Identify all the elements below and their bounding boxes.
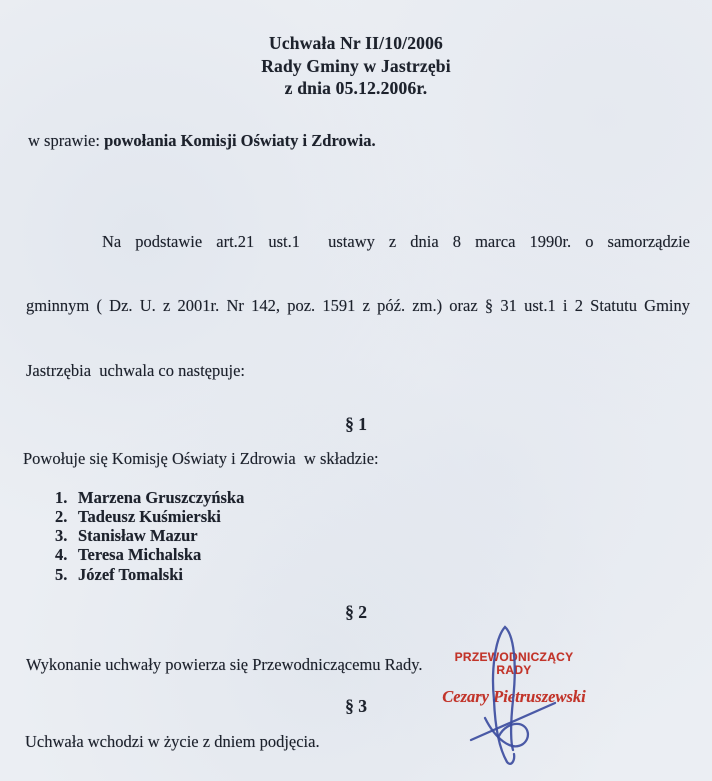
member-number: 2. [55,506,68,526]
list-item [55,488,712,507]
member-number: 1. [55,487,68,507]
handwritten-signature-icon [455,616,585,771]
section-3-heading: § 3 [345,695,367,716]
section-1-heading: § 1 [345,413,367,434]
subject-line [28,130,688,152]
list-item [55,545,712,564]
list-item [55,565,712,584]
stamp-role-line: RADY [496,663,532,677]
list-item [55,507,712,526]
subject-prefix: w sprawie: [28,130,105,150]
member-name: Teresa Michalska [78,545,202,565]
committee-member-list [55,488,712,584]
stamp-role-line: PRZEWODNICZĄCY [454,650,574,664]
section-2-heading: § 2 [345,601,367,622]
stamp-signer-name: Cezary Pietruszewski [442,687,586,706]
preamble-line: gminnym ( Dz. U. z 2001r. Nr 142, poz. 1591 z póź. zm.) oraz § 31 ust.1 i 2 Statutu Gminy [26,296,690,315]
document-title-line: Uchwała Nr II/10/2006 [268,33,444,53]
section-3-body: Uchwała wchodzi w życie z dniem podjęcia. [25,731,320,751]
member-number: 4. [55,545,68,565]
member-name: Marzena Gruszczyńska [78,487,245,507]
section-1-intro: Powołuje się Komisję Oświaty i Zdrowia w składzie: [23,448,379,468]
member-name: Tadeusz Kuśmierski [78,506,221,526]
member-number: 3. [55,526,68,546]
section-2-body: Wykonanie uchwały powierza się Przewodniczącemu Rady. [26,654,423,674]
legal-preamble [26,188,690,403]
document-title-block [0,0,712,100]
list-item [55,526,712,545]
member-name: Stanisław Mazur [78,526,198,546]
member-number: 5. [55,564,68,584]
document-title-line: z dnia 05.12.2006r. [284,78,428,98]
preamble-line: Jastrzębia uchwala co następuje: [26,360,245,380]
subject-emphasis: powołania Komisji Oświaty i Zdrowia. [104,130,376,150]
member-name: Józef Tomalski [78,564,183,584]
preamble-line: Na podstawie art.21 ust.1 ustawy z dnia 8 marca 1990r. o samorządzie [102,231,690,251]
document-title-line: Rady Gminy w Jastrzębi [261,55,451,76]
